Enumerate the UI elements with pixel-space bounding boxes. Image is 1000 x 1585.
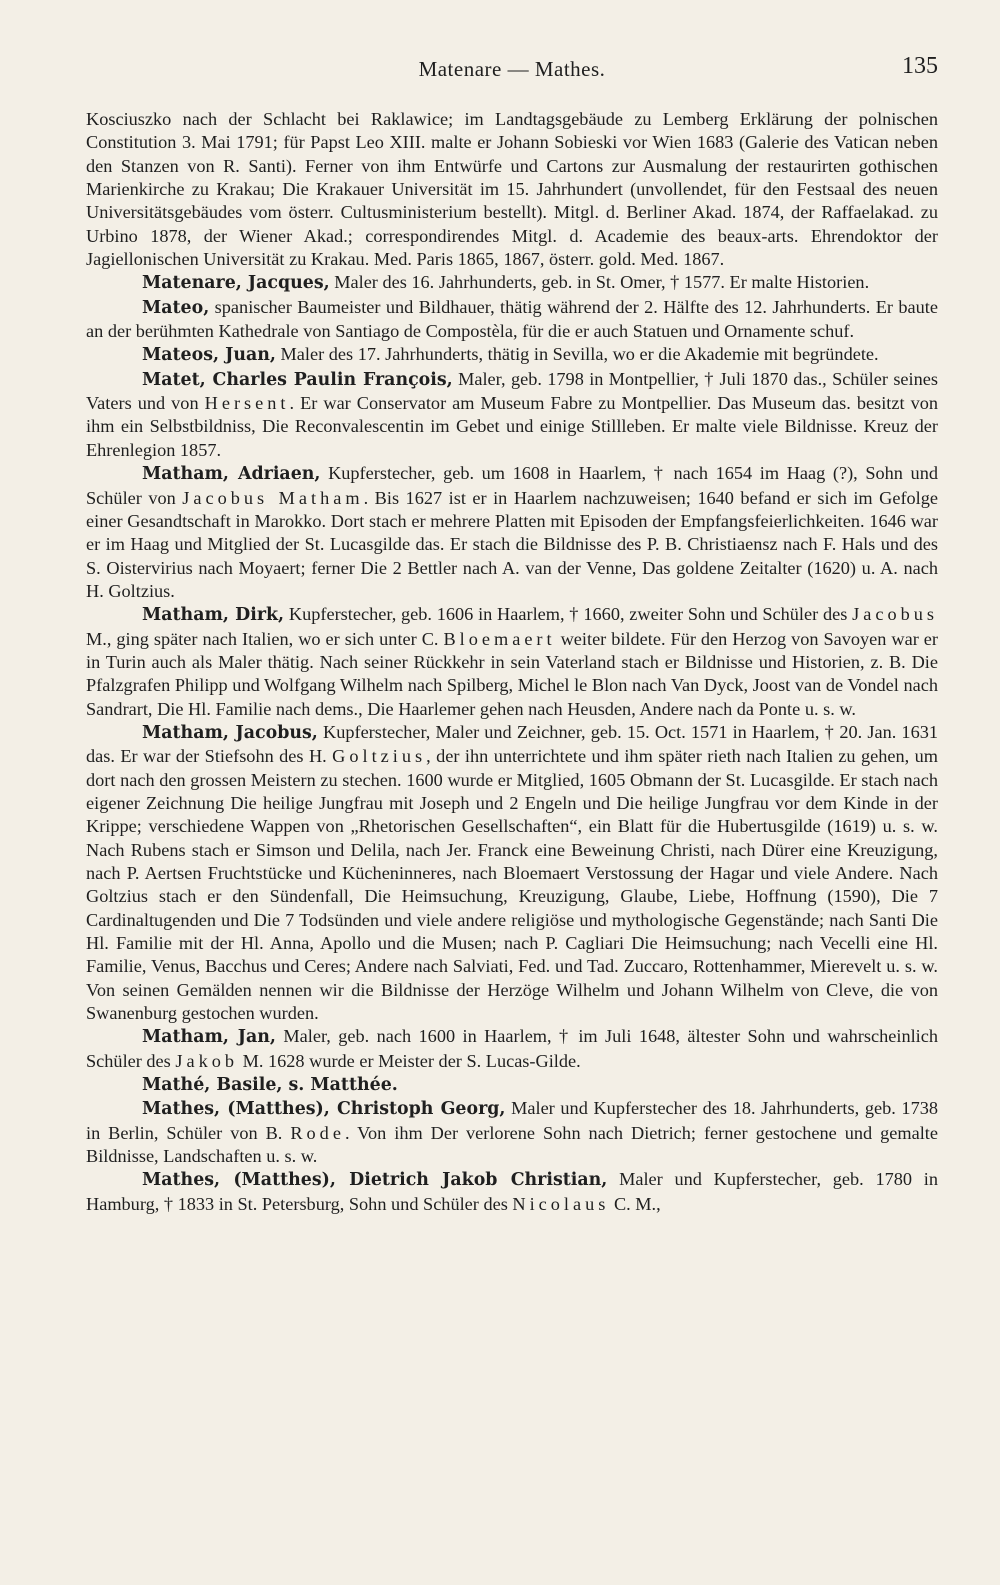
running-header xyxy=(86,53,938,85)
entry-text: . Von ihm Der verlorene Sohn nach Dietrich; ferner gestochene und gemalte Bildnisse, Landschaften u. s. w. xyxy=(86,1122,938,1167)
dictionary-entry xyxy=(86,1168,938,1216)
dictionary-entry xyxy=(86,343,938,367)
dictionary-entry xyxy=(86,721,938,1025)
entry-headword: Mateos, Juan, xyxy=(142,345,276,366)
entry-headword: Matet, Charles Paulin François, xyxy=(142,369,453,390)
entry-text: Kupferstecher, geb. 1606 in Haarlem, † 1660, zweiter Sohn und Schüler des xyxy=(284,604,853,625)
entry-headword: Matenare, Jacques, xyxy=(142,273,330,294)
entry-text: spanischer Baumeister und Bildhauer, thätig während der 2. Hälfte des 12. Jahrhunderts. Er baute an der berühmten Kathedrale von Santiago de Compostèla, für die er auch Statuen und Ornamente schuf. xyxy=(86,296,938,342)
entry-text: Kupferstecher, geb. um 1608 in Haarlem, † nach 1654 im Haag (?), Sohn und Schüler von xyxy=(86,463,938,508)
entry-text: , der ihn unterrichtete und ihm später rieth nach Italien zu gehen, um dort nach den grossen Meistern zu stechen. 1600 wurde er Mitglied, 1605 Obmann der St. Lucasgilde. Er stach nach eigener Zeichnung Die heilige Jungfrau mit Joseph und 2 Engeln und Die heilige Jungfrau vor dem Kinde in der Krippe; verschiedene Wappen von „Rhetorischen Gesellschaften“, ein Blatt für die Hubertusgilde (1619) u. s. w. Nach Rubens stach er Simson und Delila, nach Jer. Franck eine Beweinung Christi, nach Dürer eine Kreuzigung, nach P. Aertsen Fruchtstücke und Kücheninneres, nach Bloemaert Verstossung der Hagar und viele Andere. Nach Goltzius stach er den Sündenfall, Die Heimsuchung, Kreuzigung, Glaube, Liebe, Hoffnung (1590), Die 7 Cardinaltugenden und Die 7 Todsünden und viele andere religiöse und mythologische Gegenstände; nach Santi Die Hl. Familie mit der Hl. Anna, Apollo und die Musen; nach P. Cagliari Die Heimsuchung; nach Vecelli eine Hl. Familie, Venus, Bacchus und Ceres; Andere nach Salviati, Fed. und Tad. Zuccaro, Rottenhammer, Mierevelt u. s. w. Von seinen Gemälden nennen wir die Bildnisse der Herzöge Wilhelm und Johann Wilhelm von Cleve, die von Swanenburg gestochen wurden. xyxy=(86,746,938,1024)
spaced-name: Rode xyxy=(290,1122,345,1143)
spaced-name: Jakob xyxy=(175,1050,239,1071)
entry-text: weiter bildete. Für den Herzog von Savoyen war er in Turin auch als Maler thätig. Nach seiner Rückkehr in sein Vaterland stach er Bildnisse und Historien, z. B. Die Pfalzgrafen Philipp und Wolfgang Wilhelm nach Spilberg, Michel le Blon nach Van Dyck, Joost van de Vondel nach Sandrart, Die Hl. Familie nach dems., Die Haarlemer gehen nach Heusden, Andere nach da Ponte u. s. w. xyxy=(86,628,939,719)
dictionary-entry xyxy=(86,1073,938,1097)
entry-text: Maler, geb. 1798 in Montpellier, † Juli 1870 das., Schüler seines Vaters und von xyxy=(86,368,938,414)
dictionary-entry xyxy=(86,368,938,462)
entry-text: Maler und Kupferstecher des 18. Jahrhunderts, geb. 1738 in Berlin, Schüler von B. xyxy=(86,1098,938,1143)
spaced-name: Bloemaert xyxy=(443,628,556,649)
entry-text: C. M., xyxy=(609,1193,661,1214)
entry-text: . Er war Conservator am Museum Fabre zu Montpellier. Das Museum das. besitzt von ihm ein Selbstbildniss, Die Reconvalescentin im Gebet und einige Stillleben. Er malte viele Bildnisse. Kreuz der Ehrenlegion 1857. xyxy=(86,393,938,460)
spaced-name: Jacobus xyxy=(852,604,938,625)
entry-text: Maler, geb. nach 1600 in Haarlem, † im Juli 1648, ältester Sohn und wahrscheinlich Schüler des xyxy=(86,1026,939,1071)
entry-headword: Mathé, Basile, s. Matthée. xyxy=(142,1075,398,1096)
entry-text: M. 1628 wurde er Meister der S. Lucas-Gilde. xyxy=(238,1050,581,1071)
entry-headword: Matham, Jan, xyxy=(142,1027,276,1048)
dictionary-entry xyxy=(86,1097,938,1168)
entries-column xyxy=(86,108,938,1575)
running-title: Matenare — Mathes. xyxy=(418,57,606,81)
entry-headword: Mateo, xyxy=(142,297,210,318)
dictionary-entry xyxy=(86,296,938,344)
entry-headword: Matham, Adriaen, xyxy=(142,464,321,485)
dictionary-entry xyxy=(86,462,938,603)
page-number: 135 xyxy=(902,53,938,79)
entry-text: Kupferstecher, Maler und Zeichner, geb. 15. Oct. 1571 in Haarlem, † 20. Jan. 1631 das. Er war der Stiefsohn des H. xyxy=(86,721,938,767)
spaced-name: Jacobus Matham xyxy=(182,487,364,508)
entry-text: M., ging später nach Italien, wo er sich unter C. xyxy=(86,628,444,649)
entry-headword: Matham, Dirk, xyxy=(142,605,285,626)
dictionary-entry xyxy=(86,603,938,721)
entry-text: . Bis 1627 ist er in Haarlem nachzuweisen; 1640 befand er sich im Gefolge einer Gesandtschaft in Marokko. Dort stach er mehrere Platten mit Episoden der Empfangsfeierlichkeiten. 1646 war er im Haag und Mitglied der St. Lucasgilde das. Er stach die Bildnisse des P. B. Christiaensz nach F. Hals und des S. Oistervirius nach Moyaert; ferner Die 2 Bettler nach A. van der Venne, Das goldene Zeitalter (1620) u. A. nach H. Goltzius. xyxy=(86,487,939,601)
entry-text: Maler des 16. Jahrhunderts, geb. in St. Omer, † 1577. Er malte Historien. xyxy=(329,272,870,293)
spaced-name: Goltzius xyxy=(332,746,427,767)
entry-headword: Mathes, (Matthes), Christoph Georg, xyxy=(142,1099,506,1120)
entry-continuation xyxy=(86,108,938,271)
entry-text: Kosciuszko nach der Schlacht bei Raklawice; im Landtagsgebäude zu Lemberg Erklärung der polnischen Constitution 3. Mai 1791; für Papst Leo XIII. malte er Johann Sobieski vor Wien 1683 (Galerie des Vatican neben den Stanzen von R. Santi). Ferner von ihm Entwürfe und Cartons zur Ausmalung der restaurirten gothischen Marienkirche zu Krakau; Die Krakauer Universität im 15. Jahrhundert (unvollendet, für den Festsaal des neuen Universitätsgebäudes vom österr. Cultusministerium bestellt). Mitgl. d. Berliner Akad. 1874, der Raffaelakad. zu Urbino 1878, der Wiener Akad.; correspondirendes Mitgl. d. Academie des beaux-arts. Ehrendoktor der Jagiellonischen Universität zu Krakau. Med. Paris 1865, 1867, österr. gold. Med. 1867. xyxy=(86,109,938,270)
spaced-name: Nicolaus xyxy=(512,1193,610,1214)
spaced-name: Hersent xyxy=(204,393,290,414)
entry-headword: Matham, Jacobus, xyxy=(142,722,318,743)
entry-text: Maler und Kupferstecher, geb. 1780 in Hamburg, † 1833 in St. Petersburg, Sohn und Schüler des xyxy=(86,1169,938,1214)
dictionary-entry xyxy=(86,271,938,295)
entry-text: Maler des 17. Jahrhunderts, thätig in Sevilla, wo er die Akademie mit begründete. xyxy=(275,344,879,365)
entry-headword: Mathes, (Matthes), Dietrich Jakob Christian, xyxy=(142,1170,608,1191)
dictionary-entry xyxy=(86,1025,938,1073)
